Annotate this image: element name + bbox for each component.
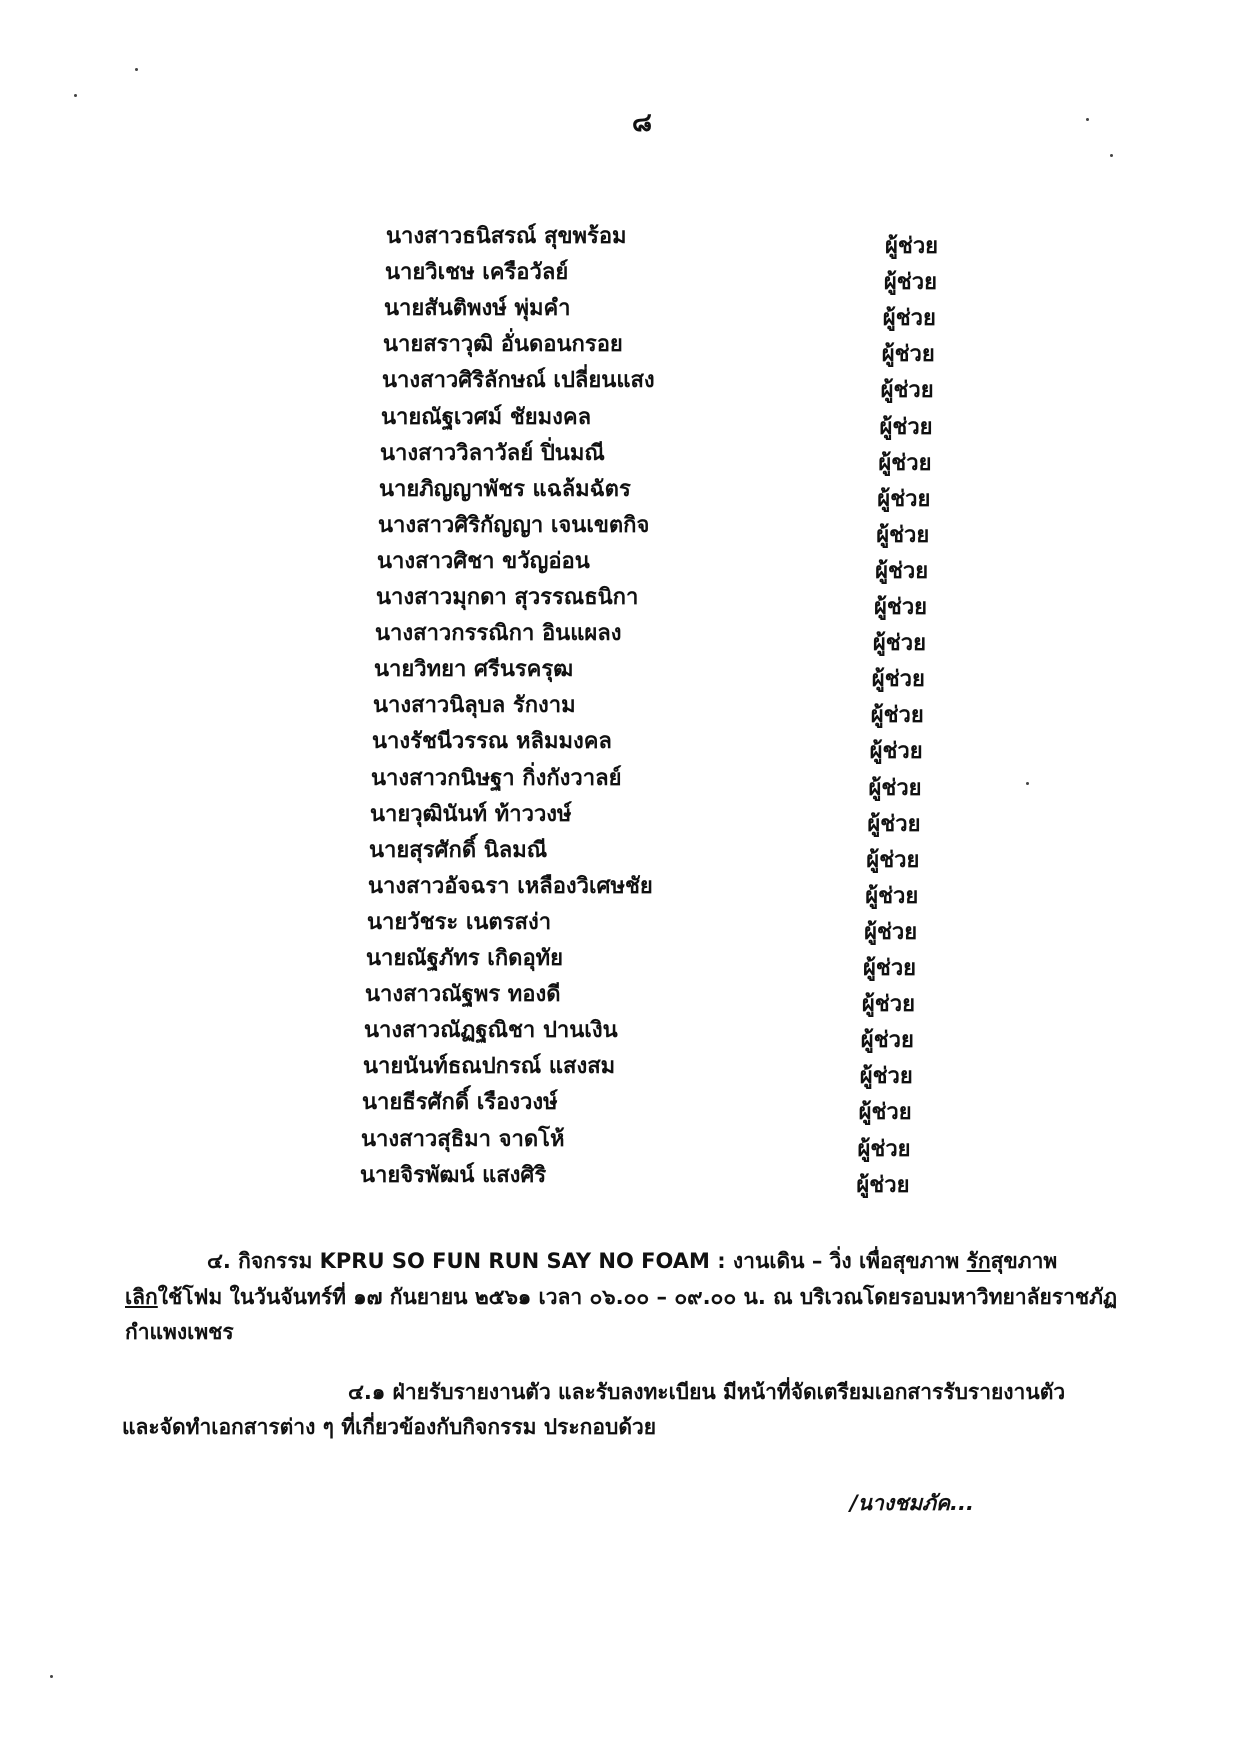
member-role: ผู้ช่วย: [882, 306, 936, 332]
roster-row: [0, 1012, 1233, 1054]
roster-row: [0, 832, 1233, 873]
member-role: ผู้ช่วย: [856, 1172, 910, 1198]
member-name: นางสาวอัจฉรา เหลืองวิเศษชัย: [368, 873, 653, 899]
roster-row: [0, 868, 1233, 909]
member-name: นางสาววิลาวัลย์ ปิ่นมณี: [380, 440, 605, 466]
member-name: นางสาวณัฐพร ทองดี: [365, 982, 561, 1008]
member-role: ผู้ช่วย: [880, 378, 934, 404]
section-4-line-3: กำแพงเพชร: [125, 1320, 234, 1344]
member-name: นางสาวสุธิมา จาดโห้: [361, 1126, 565, 1152]
member-role: ผู้ช่วย: [875, 558, 929, 584]
member-name: นายสันติพงษ์ พุ่มคำ: [384, 296, 571, 322]
member-role: ผู้ช่วย: [861, 992, 915, 1018]
roster-row: [0, 471, 1233, 512]
member-name: นายธีรศักดิ์ เรืองวงษ์: [362, 1090, 558, 1116]
member-role: ผู้ช่วย: [859, 1064, 913, 1090]
roster-row: [0, 723, 1233, 765]
section-4-text-end: สุขภาพ: [990, 1249, 1058, 1273]
member-name: นายณัฐภัทร เกิดอุทัย: [366, 946, 564, 971]
member-name: นางสาวกรรณิกา อินแผลง: [375, 621, 622, 647]
member-name: นายจิรพัฒน์ แสงศิริ: [360, 1162, 547, 1188]
member-name: นายสุรศักดิ์ นิลมณี: [369, 837, 548, 863]
member-name: นางสาวธนิสรณ์ สุขพร้อม: [386, 224, 627, 249]
roster-row: [0, 543, 1233, 584]
member-name: นางสาวณัฏฐณิชา ปานเงิน: [364, 1018, 618, 1044]
roster-row: [0, 796, 1233, 837]
member-role: ผู้ช่วย: [874, 595, 928, 620]
scan-speck: [1110, 154, 1113, 157]
member-name: นายวุฒินันท์ ท้าววงษ์: [370, 801, 572, 827]
member-role: ผู้ช่วย: [881, 342, 935, 368]
member-role: ผู้ช่วย: [878, 450, 932, 476]
roster-row: [0, 651, 1233, 693]
scan-speck: [1086, 118, 1089, 121]
roster-row: [0, 1121, 1233, 1162]
member-role: ผู้ช่วย: [865, 883, 919, 909]
member-role: ผู้ช่วย: [867, 811, 921, 837]
member-name: นางสาวศิริลักษณ์ เปลี่ยนแสง: [382, 368, 655, 394]
member-name: นายวัชระ เนตรสง่า: [367, 909, 552, 935]
member-name: นายสราวุฒิ อั่นดอนกรอย: [383, 332, 623, 358]
member-role: ผู้ช่วย: [879, 414, 933, 440]
roster-row: [0, 1157, 1233, 1198]
member-role: ผู้ช่วย: [863, 956, 917, 981]
roster-row: [0, 1084, 1233, 1126]
roster-row: [0, 290, 1233, 332]
roster-row: [0, 615, 1233, 657]
member-name: นางรัชนีวรรณ หลิมมงคล: [372, 729, 612, 755]
roster-row: [0, 399, 1233, 440]
scan-speck: [74, 94, 77, 97]
roster-row: [0, 579, 1233, 620]
member-name: นางสาวศิริกัญญา เจนเขตกิจ: [378, 512, 650, 538]
roster-row: [0, 976, 1233, 1018]
roster-row: [0, 940, 1233, 981]
scan-speck: [50, 1675, 53, 1678]
member-role: ผู้ช่วย: [870, 703, 924, 729]
roster-row: [0, 1048, 1233, 1090]
member-role: ผู้ช่วย: [876, 522, 930, 548]
section-4-underlined-word-2: เลิก: [125, 1285, 158, 1309]
member-name: นางสาวกนิษฐา กิ่งกังวาลย์: [371, 765, 622, 791]
roster-row: [0, 362, 1233, 404]
member-role: ผู้ช่วย: [869, 739, 923, 765]
roster-row: [0, 687, 1233, 729]
member-role: ผู้ช่วย: [858, 1100, 912, 1126]
roster-row: [0, 904, 1233, 945]
scan-speck: [135, 68, 138, 71]
member-role: ผู้ช่วย: [885, 234, 939, 259]
page-number: ๘: [632, 108, 653, 138]
continuation-note: /นางชมภัค...: [850, 1491, 974, 1515]
member-name: นางสาวมุกดา สุวรรณธนิกา: [376, 585, 639, 610]
member-role: ผู้ช่วย: [864, 919, 918, 945]
roster-row: [0, 326, 1233, 368]
member-role: ผู้ช่วย: [857, 1136, 911, 1162]
section-4-text: ๔. กิจกรรม KPRU SO FUN RUN SAY NO FOAM : งานเดิน – วิ่ง เพื่อสุขภาพ: [207, 1249, 967, 1273]
scan-speck: [1026, 782, 1029, 785]
member-name: นายวิเชษ เครือวัลย์: [385, 260, 569, 286]
member-role: ผู้ช่วย: [877, 486, 931, 512]
roster-row: [0, 254, 1233, 296]
member-name: นายภิญญาพัชร แฉล้มฉัตร: [379, 476, 631, 502]
member-role: ผู้ช่วย: [868, 775, 922, 801]
member-role: ผู้ช่วย: [872, 631, 926, 657]
section-4-1-line-1: ๔.๑ ฝ่ายรับรายงานตัว และรับลงทะเบียน มีหน้าที่จัดเตรียมเอกสารรับรายงานตัว: [348, 1380, 1066, 1404]
member-name: นายวิทยา ศรีนรครุฒ: [374, 657, 574, 683]
section-4-underlined-word: รัก: [966, 1249, 991, 1273]
member-name: นางสาวศิชา ขวัญอ่อน: [377, 548, 590, 574]
roster-row: [0, 760, 1233, 801]
member-role: ผู้ช่วย: [860, 1028, 914, 1054]
member-name: นางสาวนิลุบล รักงาม: [373, 693, 576, 719]
roster-row: [0, 435, 1233, 476]
section-4-line-2: [125, 1281, 1117, 1314]
member-role: ผู้ช่วย: [871, 667, 925, 693]
section-4-line-1: [207, 1245, 1057, 1278]
roster-row: [0, 507, 1233, 548]
member-role: ผู้ช่วย: [866, 847, 920, 873]
roster-row: [0, 218, 1233, 259]
member-name: นายณัฐเวศม์ ชัยมงคล: [381, 404, 592, 430]
section-4-1-line-2: และจัดทำเอกสารต่าง ๆ ที่เกี่ยวข้องกับกิจกรรม ประกอบด้วย: [122, 1415, 657, 1439]
member-name: นายนันท์ธณปกรณ์ แสงสม: [363, 1054, 616, 1080]
member-role: ผู้ช่วย: [883, 270, 937, 296]
section-4-text-2: ใช้โฟม ในวันจันทร์ที่ ๑๗ กันยายน ๒๕๖๑ เวลา ๐๖.๐๐ – ๐๙.๐๐ น. ณ บริเวณโดยรอบมหาวิทยาลัยราชภัฏ: [157, 1285, 1118, 1309]
